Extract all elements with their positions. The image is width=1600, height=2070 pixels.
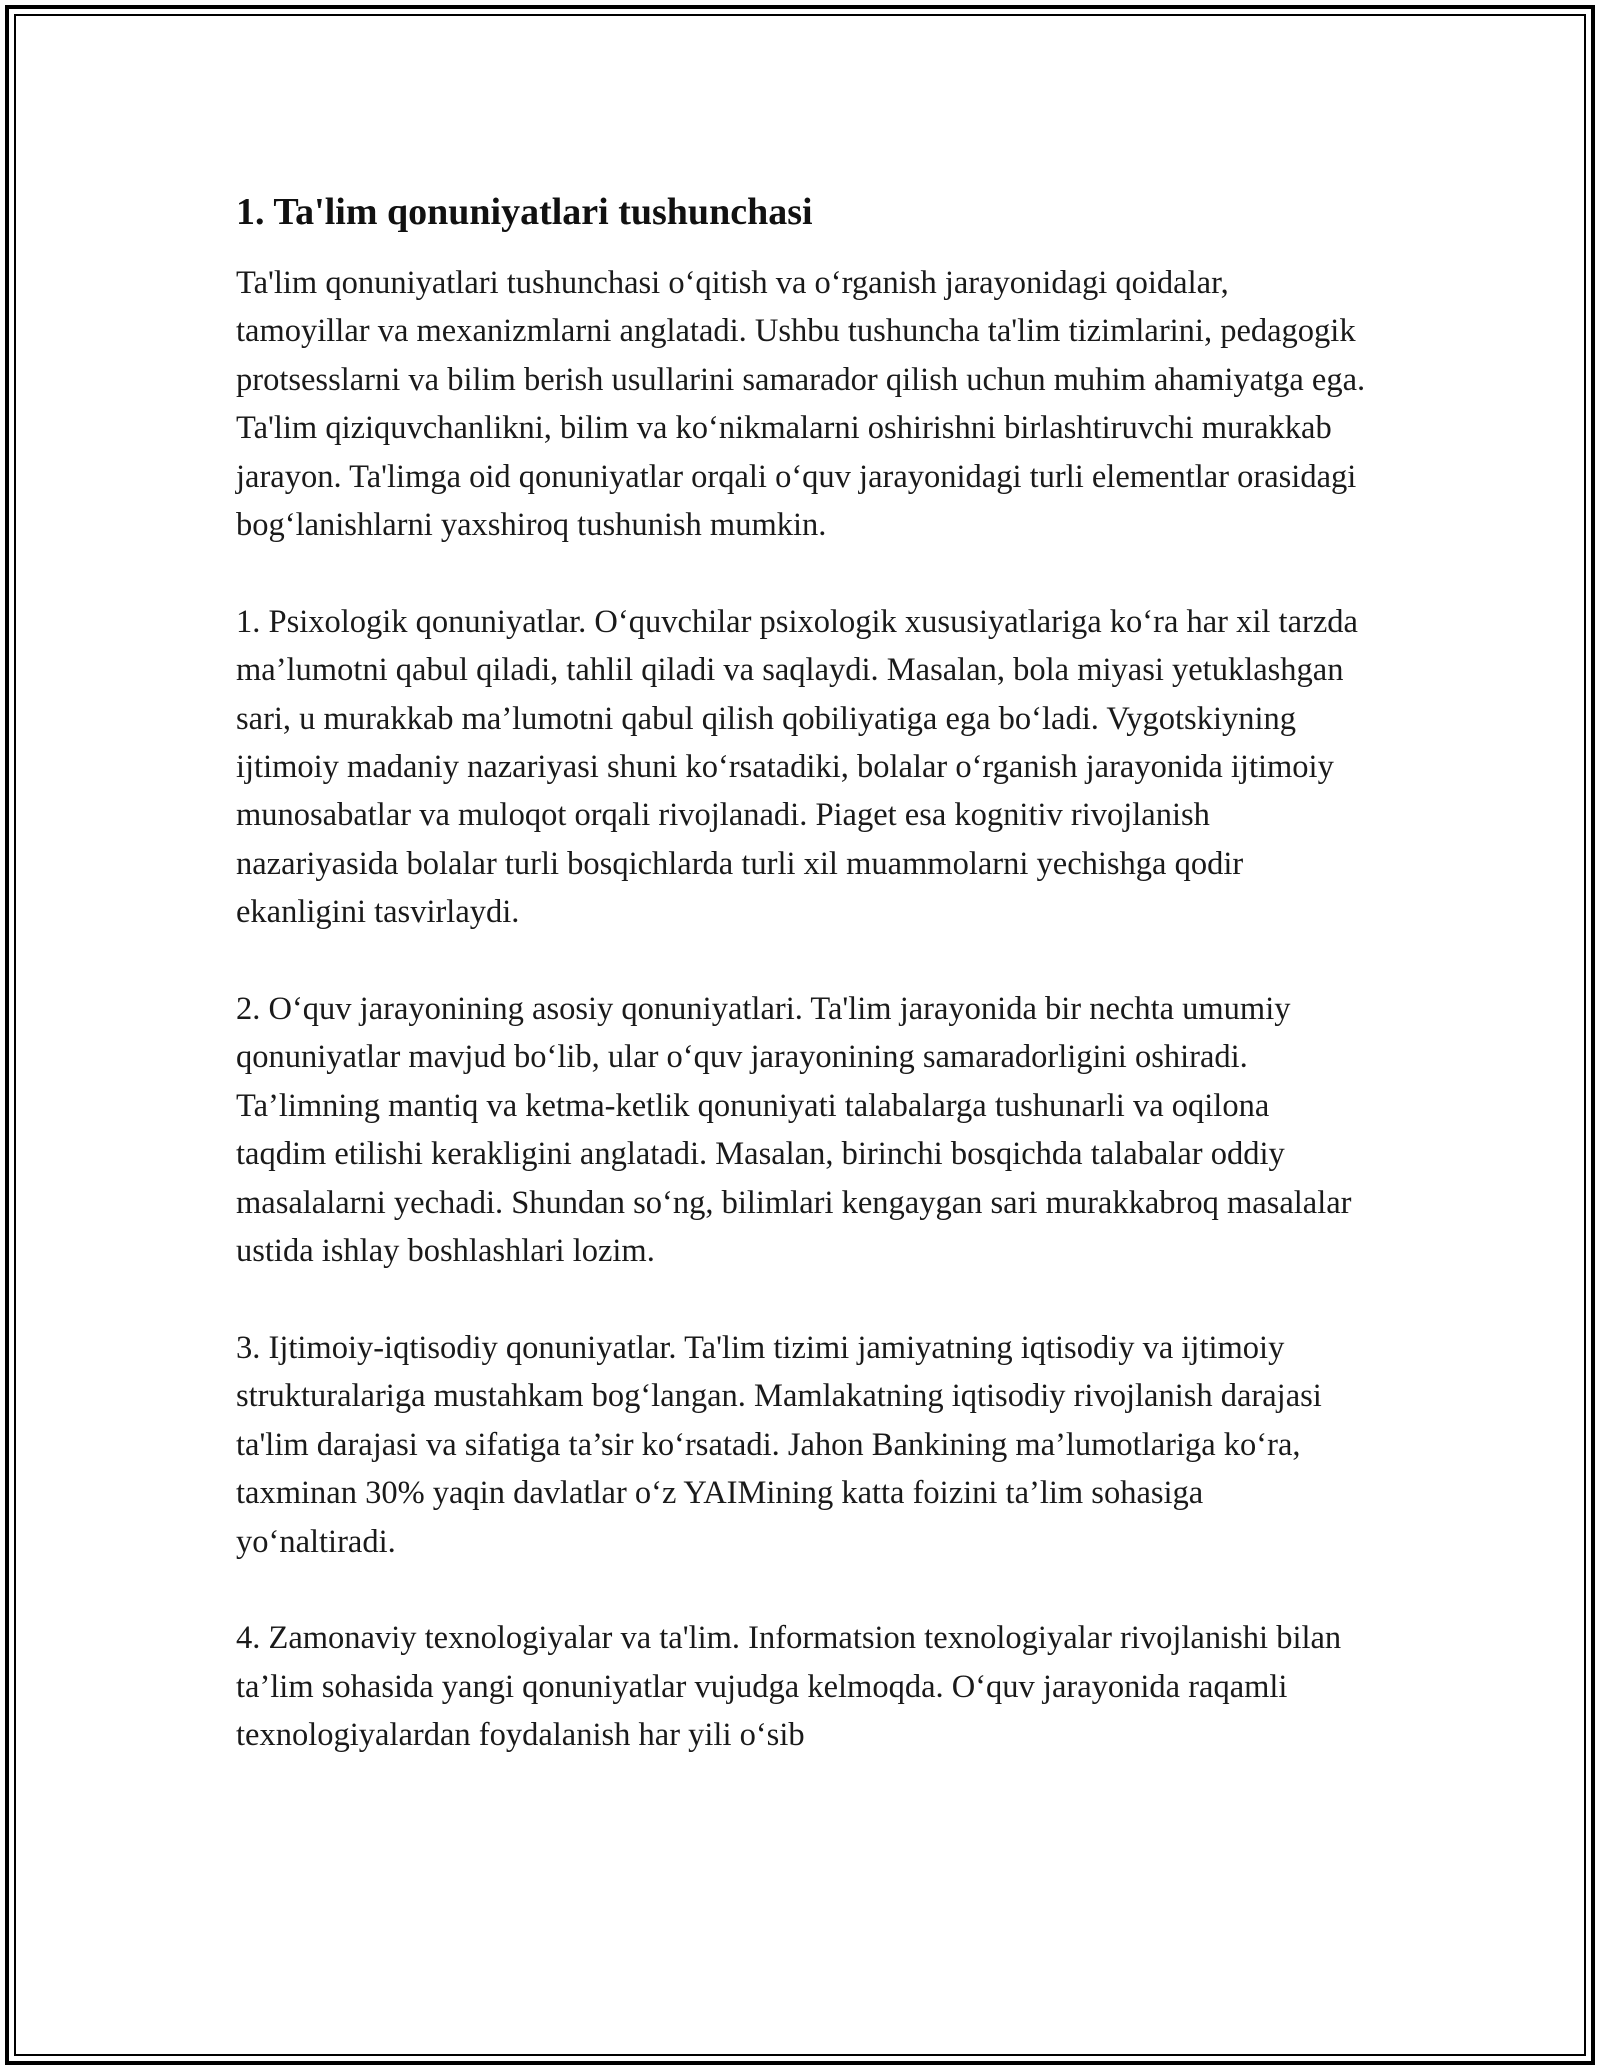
paragraph-modern-technologies: 4. Zamonaviy texnologiyalar va ta'lim. Informatsion texnologiyalar rivojlanishi bilan ta’lim sohasida yangi qonuniyatlar vujudga kelmoqda. O‘quv jarayonida raqamli texnologiyalardan foydalanish har yili o‘sib (236, 1620, 1342, 1754)
paragraph-psychological-laws: 1. Psixologik qonuniyatlar. O‘quvchilar psixologik xususiyatlariga ko‘ra har xil tarzda ma’lumotni qabul qiladi, tahlil qiladi va saqlaydi. Masalan, bola miyasi yetuklashgan sari, u murakkab ma’lumotni qabul qilish qobiliyatiga ega bo‘ladi. Vygotskiyning ijtimoiy madaniy nazariyasi shuni ko‘rsatadiki, bolalar o‘rganish jarayonida ijtimoiy munosabatlar va muloqot orqali rivojlanadi. Piaget esa kognitiv rivojlanish nazariyasida bolalar turli bosqichlarda turli xil muammolarni yechishga qodir ekanligini tasvirlaydi. (236, 603, 1358, 931)
section-heading: 1. Ta'lim qonuniyatlari tushunchasi (236, 191, 813, 233)
paragraph-learning-process-laws: 2. O‘quv jarayonining asosiy qonuniyatlari. Ta'lim jarayonida bir nechta umumiy qonuniyatlar mavjud bo‘lib, ular o‘quv jarayonining samaradorligini oshiradi. Ta’limning mantiq va ketma-ketlik qonuniyati talabalarga tushunarli va oqilona taqdim etilishi kerakligini anglatadi. Masalan, birinchi bosqichda talabalar oddiy masalalarni yechadi. Shundan so‘ng, bilimlari kengaygan sari murakkabroq masalalar ustida ishlay boshlashlari lozim. (236, 991, 1352, 1270)
paragraph-socioeconomic-laws: 3. Ijtimoiy-iqtisodiy qonuniyatlar. Ta'lim tizimi jamiyatning iqtisodiy va ijtimoiy strukturalariga mustahkam bog‘langan. Mamlakatning iqtisodiy rivojlanish darajasi ta'lim darajasi va sifatiga ta’sir ko‘rsatadi. Jahon Bankining ma’lumotlariga ko‘ra, taxminan 30% yaqin davlatlar o‘z YAIMining katta foizini ta’lim sohasiga yo‘naltiradi. (236, 1329, 1322, 1560)
intro-paragraph: Ta'lim qonuniyatlari tushunchasi o‘qitish va o‘rganish jarayonidagi qoidalar, tamoyillar va mexanizmlarni anglatadi. Ushbu tushuncha ta'lim tizimlarini, pedagogik protsesslarni va bilim berish usullarini samarador qilish uchun muhim ahamiyatga ega. Ta'lim qiziquvchanlikni, bilim va ko‘nikmalarni oshirishni birlashtiruvchi murakkab jarayon. Ta'limga oid qonuniyatlar orqali o‘quv jarayonidagi turli elementlar orasidagi bog‘lanishlarni yaxshiroq tushunish mumkin. (236, 265, 1366, 544)
document-body (236, 188, 1366, 1760)
